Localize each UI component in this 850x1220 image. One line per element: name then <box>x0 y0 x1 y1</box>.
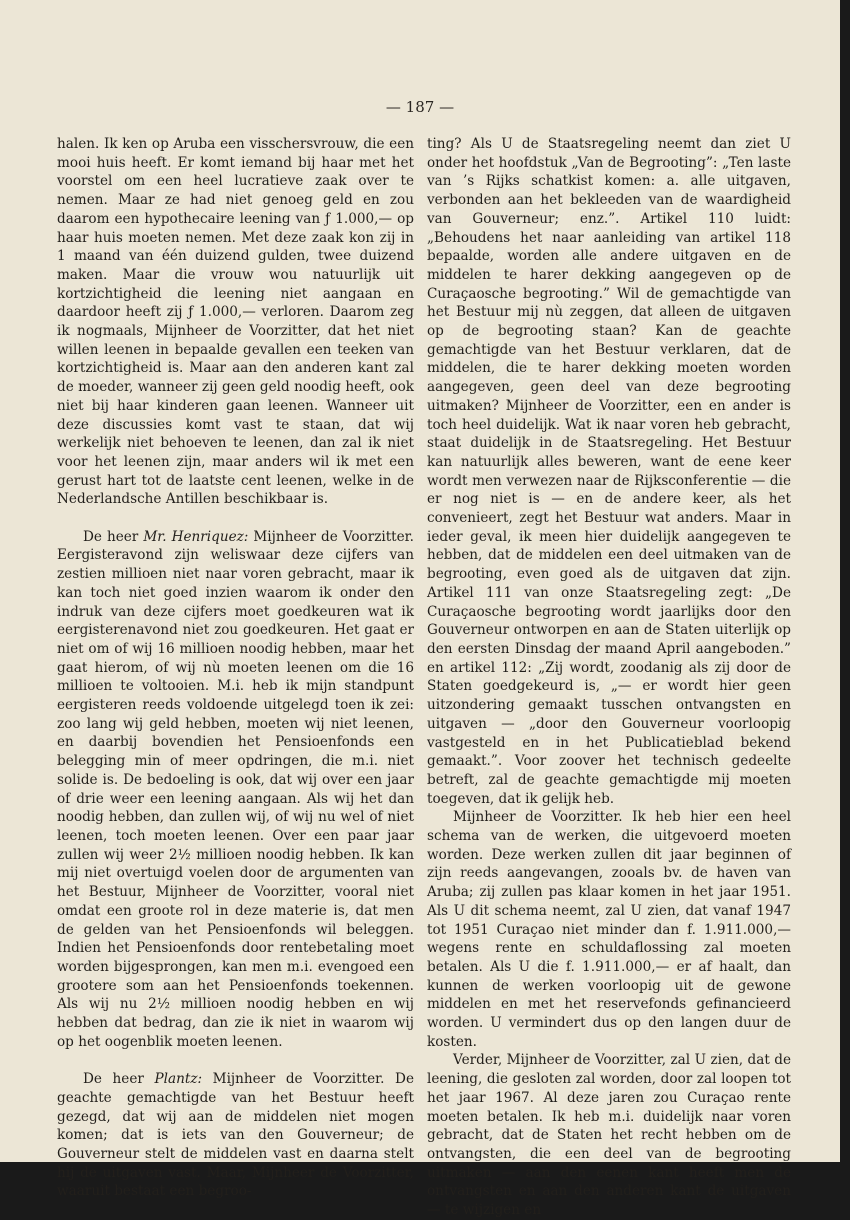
paragraph-visschersvrouw: halen. Ik ken op Aruba een visschersvrouw, die een mooi huis heeft. Er komt iemand bij haar met het voorstel om een heel lucratieve zaak over te nemen. Maar ze had niet genoeg geld en zou daarom een hypothecaire leening van ƒ 1.000,— op haar huis moeten nemen. Met deze zaak kon zij in 1 maand van één duizend gulden, twee duizend maken. Maar die vrouw wou natuurlijk uit kortzichtigheid die leening niet aangaan en daardoor heeft zij ƒ 1.000,— verloren. Daarom zeg ik nogmaals, Mijnheer de Voorzitter, dat het niet willen leenen in bepaalde gevallen een teeken van kortzichtigheid is. Maar aan den anderen kant zal de moeder, wanneer zij geen geld noodig heeft, ook niet bij haar kinderen gaan leenen. Wanneer uit deze discussies komt vast te staan, dat wij werkelijk niet behoeven te leenen, dan zal ik niet voor het leenen zijn, maar anders wil ik met een gerust hart tot de laatste cent leenen, welke in de Nederlandsche Antillen beschikbaar is. <box>57 136 414 508</box>
paragraph-begrooting: ting? Als U de Staatsregeling neemt dan ziet U onder het hoofdstuk „Van de Begrooting”: „Ten laste van ’s Rijks schatkist komen: a. alle uitgaven, verbonden aan het bekleeden van de waardigheid van Gouverneur; enz.”. Artikel 110 luidt: „Behoudens het naar aanleiding van artikel 118 bepaalde, worden alle andere uitgaven en de middelen te harer dekking aangegeven op de Curaçaosche begrooting.” Wil de gemachtigde van het Bestuur mij nù zeggen, dat alleen de uitgaven op de begrooting staan? Kan de geachte gemachtigde van het Bestuur verklaren, dat de middelen, die te harer dekking moeten worden aangegeven, geen deel van deze begrooting uitmaken? Mijnheer de Voorzitter, een en ander is toch heel duidelijk. Wat ik naar voren heb gebracht, staat duidelijk in de Staatsregeling. Het Bestuur kan natuurlijk alles beweren, want de eene keer wordt men verwezen naar de Rijksconferentie — die er nog niet is — en de andere keer, als het convenieert, zegt het Bestuur wat anders. Maar in ieder geval, ik meen hier duidelijk aangegeven te hebben, dat de middelen een deel uitmaken van de begrooting, even goed als de uitgaven dat zijn. Artikel 111 van onze Staatsregeling zegt: „De Curaçaosche begrooting wordt jaarlijks door den Gouverneur ontworpen en aan de Staten uiterlijk op den eersten Dinsdag der maand April aangeboden.” en artikel 112: „Zij wordt, zoodanig als zij door de Staten goedgekeurd is, „— er wordt hier geen uitzondering gemaakt tusschen ontvangsten en uitgaven — „door den Gouverneur voorloopig vastgesteld en in het Publicatieblad bekend gemaakt.”. Voor zoover het technisch gedeelte betreft, zal de geachte gemachtigde mij moeten toegeven, dat ik gelijk heb. <box>427 136 791 807</box>
speech-text-henriquez: Mijnheer de Voorzitter. Eergisteravond zijn weliswaar deze cijfers van zestien millioen niet naar voren gebracht, maar ik kan toch niet goed inzien waarom ik onder den indruk van deze cijfers moet goedkeuren wat ik eergisterenavond niet zou goedkeuren. Het gaat er niet om of wij 16 millioen noodig hebben, maar het gaat hierom, of wij nù moeten leenen om die 16 millioen te voltooien. M.i. heb ik mijn standpunt eergisteren reeds voldoende uitgelegd toen ik zei: zoo lang wij geld hebben, moeten wij niet leenen, en daarbij bovendien het Pensioenfonds een belegging min of meer opdringen, die m.i. niet solide is. De bedoeling is ook, dat wij over een jaar of drie weer een leening aangaan. Als wij het dan noodig hebben, dan zullen wij, of wij nu wel of niet leenen, toch moeten leenen. Over een paar jaar zullen wij weer 2½ millioen noodig hebben. Ik kan mij niet overtuigd voelen door de argumenten van het Bestuur, Mijnheer de Voorzitter, vooral niet omdat een groote rol in deze materie is, dat men de gelden van het Pensioenfonds wil beleggen. Indien het Pensioenfonds door rentebetaling moet worden bijgesprongen, kan men m.i. evengoed een grootere som aan het Pensioenfonds toekennen. Als wij nu 2½ millioen noodig hebben en wij hebben dat bedrag, dan zie ik niet in waarom wij op het oogenblik moeten leenen. <box>57 528 414 1050</box>
speaker-intro: De heer <box>83 1071 155 1088</box>
page-number: — 187 — <box>385 98 455 116</box>
paragraph-werken: Mijnheer de Voorzitter. Ik heb hier een heel schema van de werken, die uitgevoerd moeten worden. Deze werken zullen dit jaar beginnen of zijn reeds aangevangen, zooals bv. de haven van Aruba; zij zullen pas klaar komen in het jaar 1951. Als U dit schema neemt, zal U zien, dat vanaf 1947 tot 1951 Curaçao niet minder dan f. 1.911.000,— wegens rente en schuldaflossing zal moeten betalen. Als U die f. 1.911.000,— er af haalt, dan kunnen de werken voorloopig uit de gewone middelen en met het reservefonds gefinancieerd worden. U vermindert dus op den langen duur de kosten. <box>427 809 791 1050</box>
speech-text-plantz: Mijnheer de Voorzitter. De geachte gemachtigde van het Bestuur heeft gezegd, dat wij aan de middelen niet mogen komen; dat is iets van den Gouverneur; de Gouverneur stelt de middelen vast en daarna stelt hij de uitgaven vast. Maar, Mijnheer de Voorzitter, waaruit bestaat een begroo- <box>57 1071 414 1200</box>
right-column <box>427 135 791 1220</box>
speaker-name-henriquez: Mr. Henriquez: <box>143 528 249 545</box>
paragraph-plantz <box>57 1070 414 1201</box>
paragraph-henriquez <box>57 528 414 1052</box>
paragraph-leening: Verder, Mijnheer de Voorzitter, zal U zien, dat de leening, die gesloten zal worden, door zal loopen tot het jaar 1967. Al deze jaren zou Curaçao rente moeten betalen. Ik heb m.i. duidelijk naar voren gebracht, dat de Staten het recht hebben om de ontvangsten, die een deel van de begrooting uitmaken — aan den eenen kant heeft men de ontvangsten en aan den anderen kant de uitgaven — te wijzigen en <box>427 1052 791 1219</box>
speaker-intro: De heer <box>83 528 144 545</box>
left-column <box>57 135 414 1201</box>
speaker-name-plantz: Plantz: <box>154 1071 203 1088</box>
